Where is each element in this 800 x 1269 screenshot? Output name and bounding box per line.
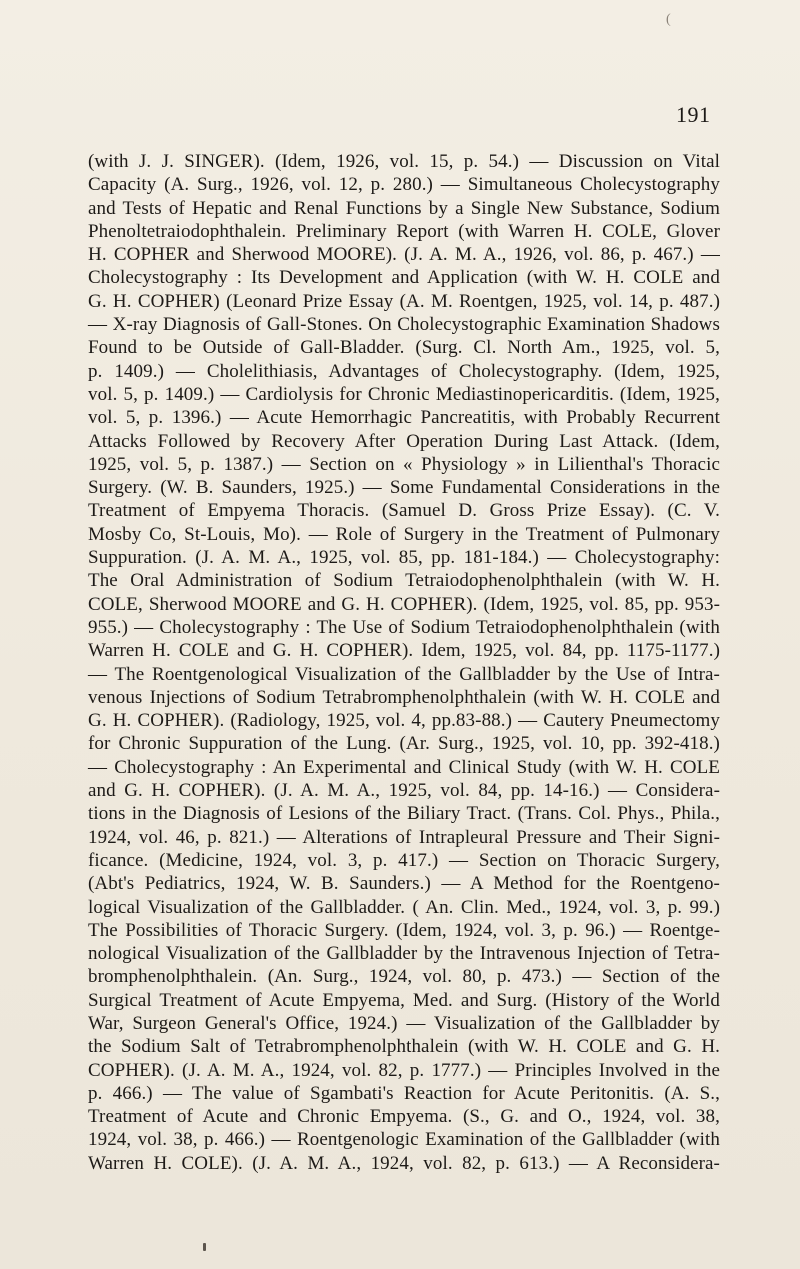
text-line: 1924, vol. 38, p. 466.) — Roentgenologic Examination of the Gallbladder (with [88,1129,720,1151]
text-line: the Sodium Salt of Tetrabromphenolphthalein (with W. H. COLE and G. H. [88,1036,720,1058]
text-line: venous Injections of Sodium Tetrabromphenolphthalein (with W. H. COLE and [88,686,720,708]
text-line: Attacks Followed by Recovery After Operation During Last Attack. (Idem, [88,430,720,452]
text-line: Warren H. COLE). (J. A. M. A., 1924, vol. 82, p. 613.) — A Reconsidera- [88,1152,720,1174]
text-line: 1925, vol. 5, p. 1387.) — Section on « Physiology » in Lilienthal's Thoracic [88,453,720,475]
text-line: vol. 5, p. 1396.) — Acute Hemorrhagic Pancreatitis, with Probably Recurrent [88,407,720,429]
text-line: Phenoltetraiodophthalein. Preliminary Report (with Warren H. COLE, Glover [88,220,720,242]
text-line: Mosby Co, St-Louis, Mo). — Role of Surgery in the Treatment of Pulmonary [88,523,720,545]
page-number: 191 [676,102,711,127]
text-line: Treatment of Empyema Thoracis. (Samuel D. Gross Prize Essay). (C. V. [88,500,720,522]
text-line: logical Visualization of the Gallbladder. ( An. Clin. Med., 1924, vol. 3, p. 99.) [88,896,720,918]
text-line: nological Visualization of the Gallbladder by the Intravenous Injection of Tetra- [88,943,720,965]
text-line: Treatment of Acute and Chronic Empyema. (S., G. and O., 1924, vol. 38, [88,1106,720,1128]
ink-mark [203,1243,206,1251]
text-line: H. COPHER and Sherwood MOORE). (J. A. M. A., 1926, vol. 86, p. 467.) — [88,244,720,266]
text-line: G. H. COPHER). (Radiology, 1925, vol. 4, pp.83-88.) — Cautery Pneumectomy [88,710,720,732]
text-line: Found to be Outside of Gall-Bladder. (Surg. Cl. North Am., 1925, vol. 5, [88,337,720,359]
text-line: 955.) — Cholecystography : The Use of Sodium Tetraiodophenolphthalein (with [88,616,720,638]
text-line: and G. H. COPHER). (J. A. M. A., 1925, vol. 84, pp. 14-16.) — Considera- [88,780,720,802]
text-line: ficance. (Medicine, 1924, vol. 3, p. 417.) — Section on Thoracic Surgery, [88,849,720,871]
text-line: bromphenolphthalein. (An. Surg., 1924, vol. 80, p. 473.) — Section of the [88,966,720,988]
text-line: The Oral Administration of Sodium Tetraiodophenolphthalein (with W. H. [88,570,720,592]
text-line: — The Roentgenological Visualization of the Gallbladder by the Use of Intra- [88,663,720,685]
text-line: (with J. J. SINGER). (Idem, 1926, vol. 15, p. 54.) — Discussion on Vital [88,151,720,172]
text-line: — Cholecystography : An Experimental and Clinical Study (with W. H. COLE [88,756,720,778]
text-line: COLE, Sherwood MOORE and G. H. COPHER). (Idem, 1925, vol. 85, pp. 953- [88,593,720,615]
text-line: Surgical Treatment of Acute Empyema, Med. and Surg. (History of the World [88,989,720,1011]
text-line: 1924, vol. 46, p. 821.) — Alterations of Intrapleural Pressure and Their Signi- [88,826,720,848]
text-line: vol. 5, p. 1409.) — Cardiolysis for Chronic Mediastinopericarditis. (Idem, 1925, [88,383,720,405]
text-line: Cholecystography : Its Development and Application (with W. H. COLE and [88,267,720,289]
text-line: G. H. COPHER) (Leonard Prize Essay (A. M. Roentgen, 1925, vol. 14, p. 487.) [88,290,720,312]
text-line: Suppuration. (J. A. M. A., 1925, vol. 85, pp. 181-184.) — Cholecystography: [88,547,720,569]
text-line: p. 466.) — The value of Sgambati's Reaction for Acute Peritonitis. (A. S., [88,1082,720,1104]
text-line: and Tests of Hepatic and Renal Functions by a Single New Substance, Sodium [88,197,720,219]
text-line: Surgery. (W. B. Saunders, 1925.) — Some Fundamental Considerations in the [88,477,720,499]
text-line: Capacity (A. Surg., 1926, vol. 12, p. 280.) — Simultaneous Cholecystography [88,174,720,196]
corner-mark: ( [666,12,671,27]
text-line: for Chronic Suppuration of the Lung. (Ar. Surg., 1925, vol. 10, pp. 392-418.) [88,733,720,755]
text-line: tions in the Diagnosis of Lesions of the Biliary Tract. (Trans. Col. Phys., Phila., [88,803,720,825]
text-line: COPHER). (J. A. M. A., 1924, vol. 82, p. 1777.) — Principles Involved in the [88,1059,720,1081]
text-line: (Abt's Pediatrics, 1924, W. B. Saunders.) — A Method for the Roentgeno- [88,873,720,895]
text-line: Warren H. COLE and G. H. COPHER). Idem, 1925, vol. 84, pp. 1175-1177.) [88,640,720,662]
text-line: The Possibilities of Thoracic Surgery. (Idem, 1924, vol. 3, p. 96.) — Roentge- [88,919,720,941]
text-line: War, Surgeon General's Office, 1924.) — Visualization of the Gallbladder by [88,1012,720,1034]
bibliography-text-block [88,150,720,1175]
text-line: p. 1409.) — Cholelithiasis, Advantages of Cholecystography. (Idem, 1925, [88,360,720,382]
text-line: — X-ray Diagnosis of Gall-Stones. On Cholecystographic Examination Shadows [88,314,720,336]
